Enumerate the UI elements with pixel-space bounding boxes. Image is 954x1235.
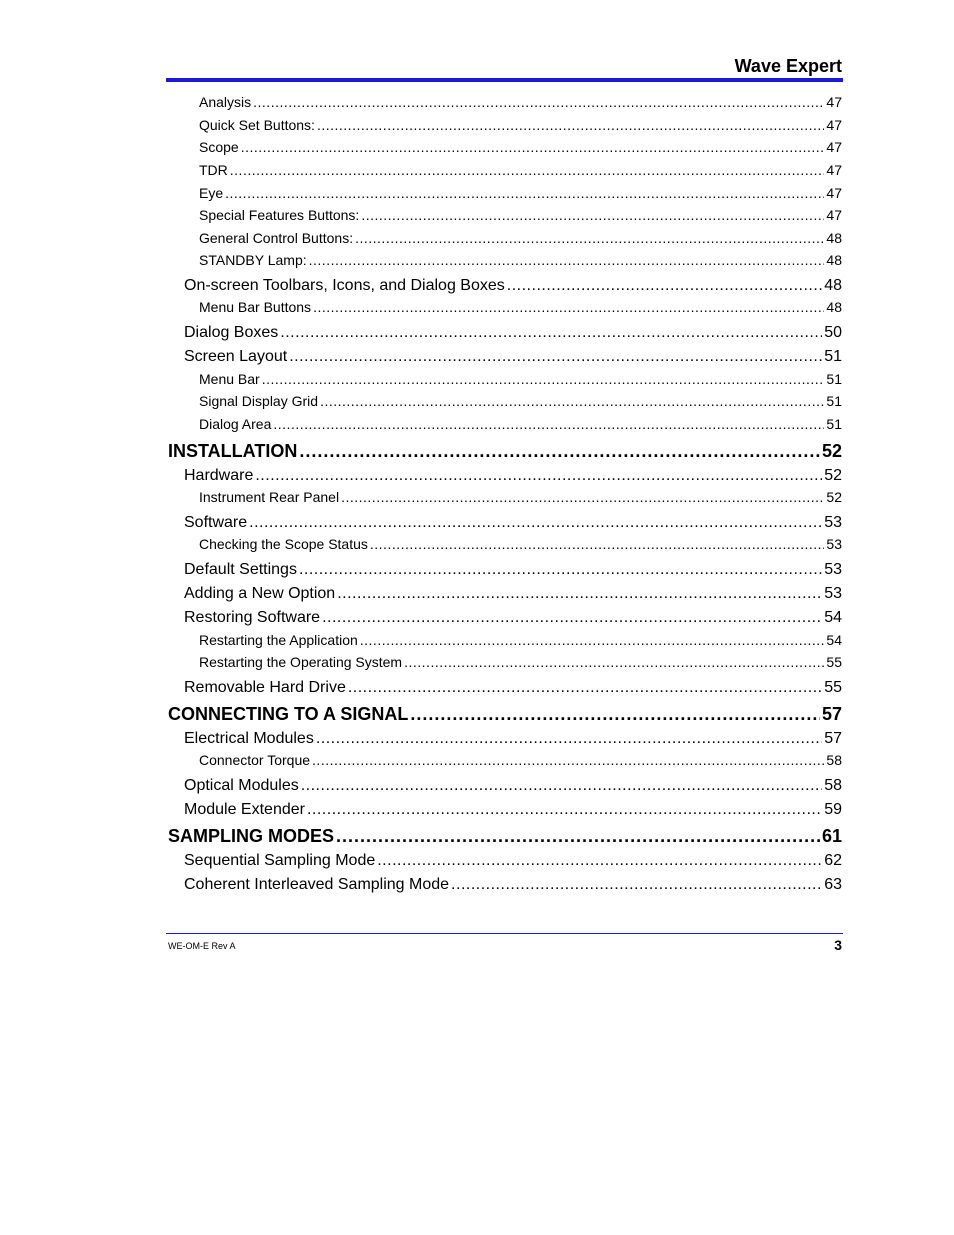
toc-entry[interactable] [199,185,842,201]
toc-entry-label: Instrument Rear Panel [199,489,340,505]
toc-dot-leader [309,252,825,268]
toc-entry-label: Checking the Scope Status [199,536,368,552]
footer-rule [166,933,843,934]
toc-entry-label: Eye [199,185,224,201]
toc-entry[interactable] [184,679,842,697]
toc-dot-leader [507,277,822,295]
toc-entry[interactable] [184,801,842,819]
toc-dot-leader [336,826,820,847]
toc-entry-page: 47 [826,117,842,133]
toc-entry-label: Coherent Interleaved Sampling Mode [184,876,450,893]
toc-entry[interactable] [199,536,842,552]
page-header-title: Wave Expert [734,56,842,76]
toc-dot-leader [289,348,822,366]
toc-dot-leader [451,876,822,894]
toc-entry[interactable] [184,876,842,894]
toc-entry-label: Quick Set Buttons: [199,117,315,133]
toc-entry[interactable] [199,632,842,648]
toc-dot-leader [361,207,824,223]
toc-entry[interactable] [184,777,842,795]
toc-entry-page: 50 [824,324,842,341]
toc-entry-label: Adding a New Option [184,585,336,602]
toc-entry[interactable] [184,852,842,870]
toc-dot-leader [253,94,824,110]
toc-dot-leader [255,467,822,485]
toc-dot-leader [370,536,825,552]
toc-entry[interactable] [199,654,842,670]
toc-entry-page: 62 [824,852,842,869]
toc-entry[interactable] [168,704,842,725]
toc-entry-label: Dialog Area [199,416,272,432]
toc-entry-page: 48 [826,230,842,246]
toc-dot-leader [355,230,824,246]
toc-dot-leader [313,299,824,315]
toc-entry-page: 57 [824,730,842,747]
header-rule [166,78,843,82]
toc-entry[interactable] [199,252,842,268]
toc-entry-page: 58 [824,777,842,794]
toc-entry-page: 55 [824,679,842,696]
toc-entry-page: 52 [826,489,842,505]
toc-entry-label: Sequential Sampling Mode [184,852,376,869]
toc-entry-label: Menu Bar Buttons [199,299,312,315]
toc-entry-page: 53 [824,585,842,602]
toc-entry-page: 58 [826,752,842,768]
toc-dot-leader [377,852,822,870]
toc-entry-page: 63 [824,876,842,893]
toc-entry-page: 51 [826,371,842,387]
toc-entry[interactable] [199,230,842,246]
toc-entry-page: 48 [826,299,842,315]
toc-entry-page: 59 [824,801,842,818]
toc-entry-page: 54 [826,632,842,648]
toc-entry-label: Software [184,514,248,531]
toc-entry[interactable] [199,162,842,178]
toc-entry-page: 51 [826,393,842,409]
toc-entry[interactable] [199,416,842,432]
toc-entry-label: Restarting the Application [199,632,358,648]
toc-dot-leader [316,730,822,748]
toc-dot-leader [312,752,824,768]
footer-doc-id: WE-OM-E Rev A [168,941,236,951]
toc-entry-page: 57 [821,704,842,724]
toc-entry[interactable] [199,207,842,223]
toc-entry[interactable] [184,348,842,366]
toc-entry-label: Hardware [184,467,254,484]
toc-entry-page: 48 [826,252,842,268]
toc-entry-page: 52 [824,467,842,484]
toc-entry[interactable] [184,467,842,485]
toc-dot-leader [299,561,822,579]
toc-entry[interactable] [168,441,842,462]
toc-entry[interactable] [199,94,842,110]
toc-entry-label: Restarting the Operating System [199,654,403,670]
toc-entry-label: Analysis [199,94,252,110]
toc-entry-label: Signal Display Grid [199,393,319,409]
toc-dot-leader [360,632,825,648]
toc-entry-label: Module Extender [184,801,305,818]
toc-dot-leader [348,679,822,697]
toc-entry[interactable] [199,393,842,409]
toc-entry-page: 47 [826,139,842,155]
toc-entry-page: 53 [826,536,842,552]
footer-page-number: 3 [834,937,842,953]
toc-entry-label: CONNECTING TO A SIGNAL [168,704,409,724]
toc-entry-page: 48 [824,277,842,294]
toc-entry[interactable] [199,489,842,505]
toc-dot-leader [317,117,824,133]
toc-dot-leader [301,777,822,795]
toc-entry-label: Menu Bar [199,371,260,387]
toc-entry[interactable] [199,117,842,133]
toc-entry-label: TDR [199,162,228,178]
toc-entry-label: Special Features Buttons: [199,207,360,223]
toc-entry[interactable] [184,277,842,295]
toc-entry[interactable] [184,514,842,532]
toc-entry-page: 47 [826,94,842,110]
toc-entry[interactable] [168,826,842,847]
toc-dot-leader [410,704,820,725]
toc-dot-leader [307,801,822,819]
toc-entry-page: 47 [826,207,842,223]
toc-dot-leader [249,514,822,532]
toc-entry[interactable] [199,139,842,155]
toc-entry-label: Electrical Modules [184,730,314,747]
toc-entry[interactable] [199,299,842,315]
toc-entry-page: 54 [824,609,842,626]
toc-dot-leader [320,393,824,409]
toc-dot-leader [341,489,824,505]
toc-entry-page: 55 [826,654,842,670]
toc-entry-label: On-screen Toolbars, Icons, and Dialog Boxes [184,277,505,294]
toc-entry-label: Restoring Software [184,609,321,626]
toc-dot-leader [337,585,822,603]
toc-entry[interactable] [184,609,842,627]
toc-entry-page: 51 [824,348,842,365]
toc-entry-page: 53 [824,514,842,531]
toc-entry-page: 47 [826,162,842,178]
toc-dot-leader [299,441,820,462]
toc-entry-label: INSTALLATION [168,441,298,461]
toc-entry-label: SAMPLING MODES [168,826,335,846]
toc-dot-leader [262,371,825,387]
toc-entry-label: Default Settings [184,561,297,578]
toc-dot-leader [280,324,822,342]
toc-entry[interactable] [199,371,842,387]
toc-entry-label: Optical Modules [184,777,299,794]
toc-entry-page: 53 [824,561,842,578]
toc-dot-leader [322,609,822,627]
toc-entry-page: 61 [821,826,842,846]
toc-entry[interactable] [184,561,842,579]
toc-dot-leader [404,654,824,670]
toc-entry-page: 47 [826,185,842,201]
toc-entry-label: Connector Torque [199,752,311,768]
toc-dot-leader [225,185,824,201]
toc-entry-label: Scope [199,139,239,155]
toc-entry-label: STANDBY Lamp: [199,252,307,268]
toc-entry-page: 51 [826,416,842,432]
toc-entry-label: Removable Hard Drive [184,679,346,696]
toc-entry-page: 52 [821,441,842,461]
toc-entry-label: Dialog Boxes [184,324,279,341]
toc-entry-label: Screen Layout [184,348,288,365]
toc-entry[interactable] [184,585,842,603]
toc-entry-label: General Control Buttons: [199,230,354,246]
toc-dot-leader [241,139,825,155]
toc-dot-leader [230,162,825,178]
toc-dot-leader [273,416,824,432]
toc-entry[interactable] [199,752,842,768]
toc-entry[interactable] [184,324,842,342]
toc-entry[interactable] [184,730,842,748]
